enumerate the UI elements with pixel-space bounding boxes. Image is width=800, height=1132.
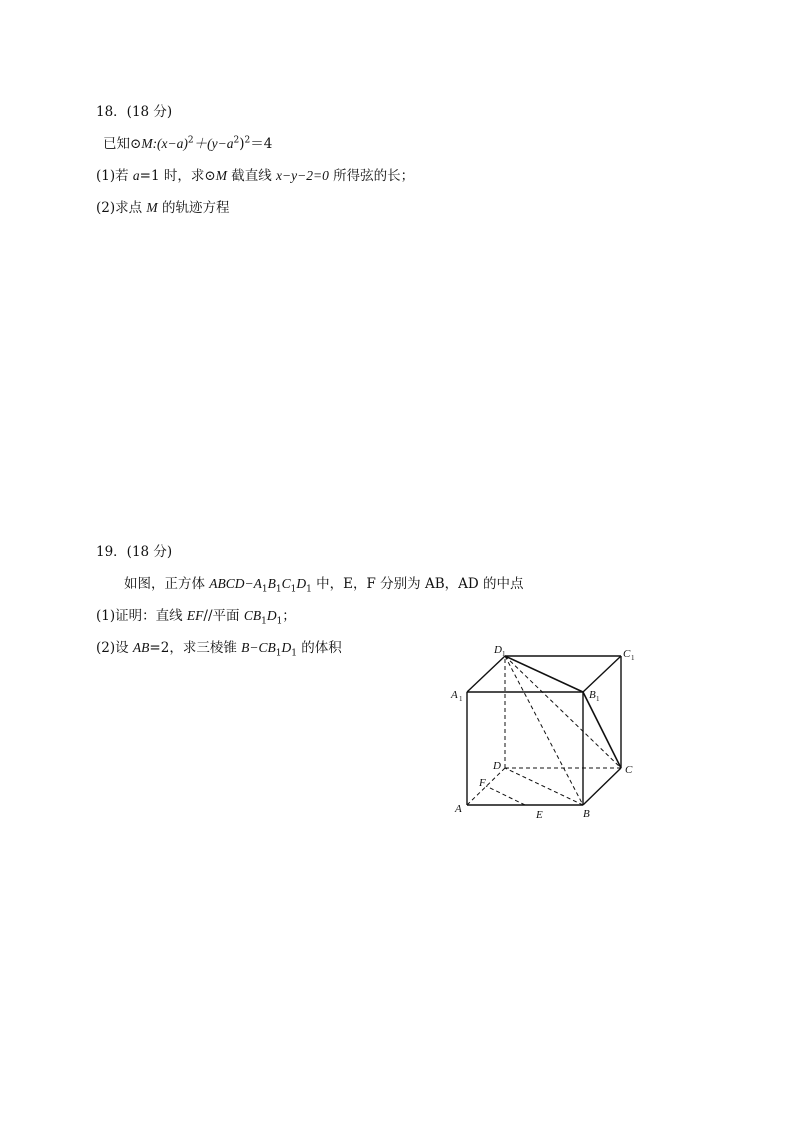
edge-B1-C1	[583, 656, 621, 692]
q19-part2: (2)设 AB=2，求三棱锥 $B-CB_1D_1$ 的体积	[96, 640, 342, 659]
edge-B-D	[505, 768, 583, 805]
label-B1: B	[589, 689, 596, 701]
edge-D1-B	[505, 656, 583, 805]
q19-stem: 如图，正方体 $ABCD-A_1B_1C_1D_1$ 中，E，F 分别为 AB，AD 的中点	[124, 576, 524, 595]
edge-B1-C	[583, 692, 621, 768]
label-A1-sub: 1	[459, 695, 463, 703]
q18-part2: (2)求点 M 的轨迹方程	[96, 200, 230, 216]
label-A: A	[455, 803, 462, 815]
q18-part1: (1)若 a=1 时，求⊙M 截直线 x−y−2=0 所得弦的长；	[96, 168, 415, 184]
edge-D1-A1	[467, 656, 505, 692]
edge-E-F	[486, 786, 525, 805]
label-F: F	[479, 777, 486, 789]
q18-header: 18．(18 分)	[96, 104, 173, 120]
label-C1: C	[623, 648, 631, 660]
label-B: B	[583, 808, 590, 820]
label-D: D	[493, 760, 501, 772]
label-D1: D	[494, 644, 502, 656]
q19-header: 19．(18 分)	[96, 544, 173, 560]
label-C: C	[625, 764, 633, 776]
label-C1-sub: 1	[631, 654, 635, 662]
label-B1-sub: 1	[596, 695, 600, 703]
label-A1: A	[451, 689, 458, 701]
label-E: E	[536, 809, 543, 821]
edge-B-C	[583, 768, 621, 805]
q19-part1: (1)证明：直线 EF//平面 $CB_1D_1$；	[96, 608, 296, 627]
edge-D1-B1	[505, 656, 583, 692]
q18-stem: 已知$⊙M:(x-a)^2+(y-a^2)^2=4$	[103, 135, 273, 152]
label-D1-sub: 1	[502, 650, 506, 658]
